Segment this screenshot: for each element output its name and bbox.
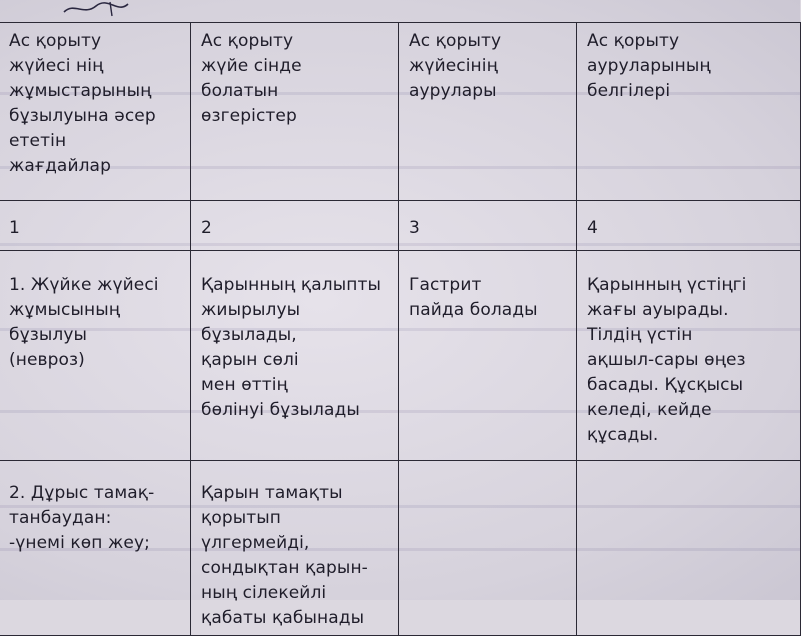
- column-number-row: [0, 201, 801, 251]
- table-row: [0, 461, 801, 636]
- table-cell: Гастрит пайда болады: [399, 251, 577, 461]
- column-number-cell: 2: [191, 201, 399, 251]
- table-cell: [577, 461, 801, 636]
- header-cell: Ас қорыту жүйесінің аурулары: [399, 23, 577, 201]
- header-cell: Ас қорыту жүйесі нің жұмыстарының бұзылуына әсер ететін жағдайлар: [0, 23, 191, 201]
- table-cell: [399, 461, 577, 636]
- header-cell: Ас қорыту жүйе сінде болатын өзгерістер: [191, 23, 399, 201]
- table-cell: Қарын тамақты қорытып үлгермейді, сондықтан қарын- ның сілекейлі қабаты қабынады: [191, 461, 399, 636]
- table-cell: 1. Жүйке жүйесі жұмысының бұзылуы (невроз): [0, 251, 191, 461]
- digestive-system-table: [0, 22, 801, 636]
- table-cell: Қарынның қалыпты жиырылуы бұзылады, қарын сөлі мен өттің бөлінуі бұзылады: [191, 251, 399, 461]
- table-row: [0, 251, 801, 461]
- pen-scribble-mark: [62, 0, 132, 18]
- column-number-cell: 4: [577, 201, 801, 251]
- table-cell: Қарынның үстіңгі жағы ауырады. Тілдің үстін ақшыл-сары өңез басады. Құсқысы келеді, кейде құсады.: [577, 251, 801, 461]
- table-header-row: [0, 23, 801, 201]
- column-number-cell: 3: [399, 201, 577, 251]
- header-cell: Ас қорыту ауруларының белгілері: [577, 23, 801, 201]
- column-number-cell: 1: [0, 201, 191, 251]
- table-cell: 2. Дұрыс тамақ- танбаудан: -үнемі көп жеу;: [0, 461, 191, 636]
